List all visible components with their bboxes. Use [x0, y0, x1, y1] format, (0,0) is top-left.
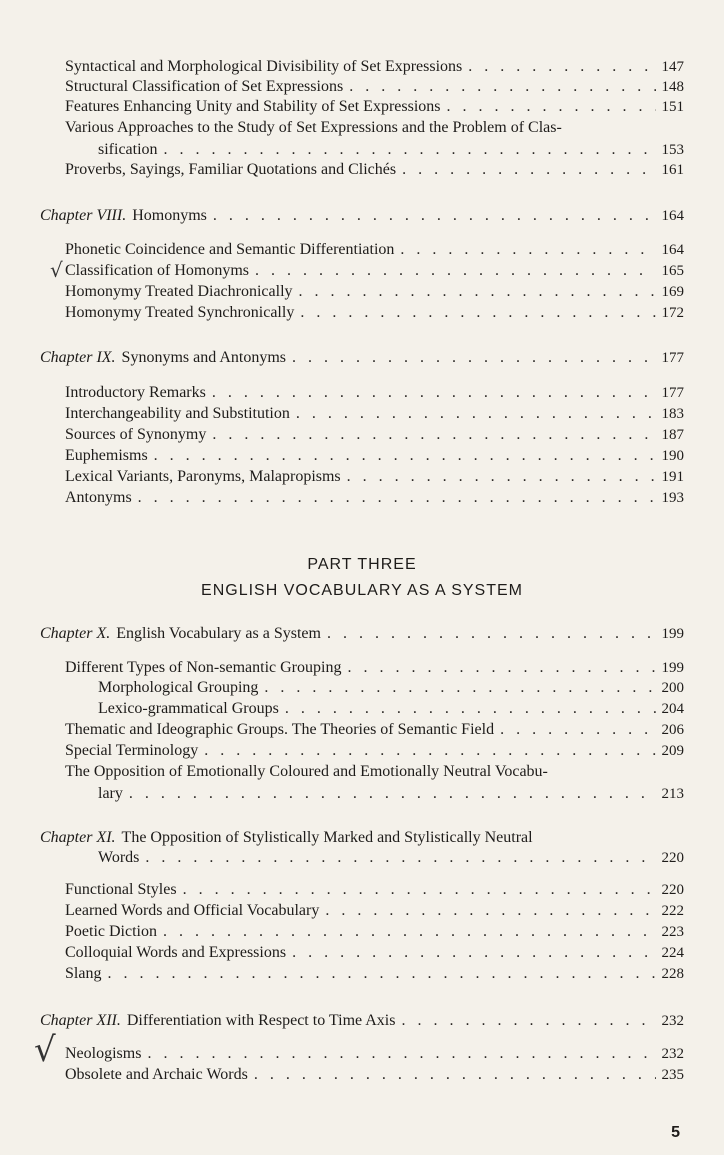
leader-dots [347, 467, 656, 487]
checkmark-icon: √ [50, 258, 63, 282]
leader-dots [296, 404, 656, 424]
leader-dots [212, 425, 655, 445]
leader-dots [164, 140, 656, 160]
toc-entry: Interchangeability and Substitution . . . 183 [65, 404, 684, 424]
checkmark-icon: √ [34, 1030, 56, 1070]
chapter-label: Chapter X. [40, 625, 111, 642]
chapter-label: Chapter XII. [40, 1012, 121, 1029]
leader-dots [147, 1044, 655, 1064]
leader-dots [255, 261, 656, 281]
toc-entry: Lexical Variants, Paronyms, Malapropisms . . . 191 [65, 467, 684, 487]
leader-dots [264, 678, 655, 698]
page-number: 5 [671, 1124, 680, 1141]
toc-entry: Proverbs, Sayings, Familiar Quotations and Clichés . . . 161 [65, 160, 684, 180]
leader-dots [213, 206, 656, 226]
leader-dots [254, 1065, 656, 1085]
toc-entry: Structural Classification of Set Expressions . . . 148 [65, 77, 684, 97]
toc-entry: Introductory Remarks . . . 177 [65, 383, 684, 403]
toc-subentry: Morphological Grouping . . . 200 [98, 678, 684, 698]
part-title: ENGLISH VOCABULARY AS A SYSTEM [201, 582, 523, 599]
leader-dots [468, 57, 655, 77]
leader-dots [327, 624, 656, 644]
leader-dots [145, 848, 655, 868]
leader-dots [401, 1011, 655, 1031]
toc-entry: Euphemisms . . . 190 [65, 446, 684, 466]
leader-dots [347, 658, 655, 678]
toc-entry: Phonetic Coincidence and Semantic Differentiation . . . 164 [65, 240, 684, 260]
toc-entry: Antonyms . . . 193 [65, 488, 684, 508]
toc-entry-line1: The Opposition of Emotionally Coloured and Emotionally Neutral Vocabu- [65, 763, 548, 780]
leader-dots [163, 922, 656, 942]
leader-dots [129, 784, 656, 804]
toc-entry: Neologisms . . . 232 [65, 1044, 684, 1064]
leader-dots [212, 383, 656, 403]
leader-dots [325, 901, 655, 921]
toc-entry: Poetic Diction . . . 223 [65, 922, 684, 942]
chapter-heading-line2: Words . . . 220 [98, 848, 684, 868]
leader-dots [154, 446, 656, 466]
chapter-title: The Opposition of Stylistically Marked and Stylistically Neutral [121, 829, 533, 846]
chapter-title: Homonyms [132, 207, 207, 224]
part-number: PART THREE [307, 556, 417, 573]
leader-dots [299, 282, 656, 302]
leader-dots [292, 943, 655, 963]
chapter-title: English Vocabulary as a System [116, 625, 321, 642]
toc-entry: Colloquial Words and Expressions . . . 224 [65, 943, 684, 963]
leader-dots [447, 97, 656, 117]
toc-entry: Special Terminology . . . 209 [65, 741, 684, 761]
toc-entry: Functional Styles . . . 220 [65, 880, 684, 900]
chapter-title: Synonyms and Antonyms [121, 349, 287, 366]
leader-dots [138, 488, 656, 508]
leader-dots [285, 699, 656, 719]
leader-dots [204, 741, 655, 761]
toc-entry: Sources of Synonymy . . . 187 [65, 425, 684, 445]
toc-entry: Homonymy Treated Diachronically . . . 169 [65, 282, 684, 302]
leader-dots [107, 964, 655, 984]
leader-dots [400, 240, 655, 260]
toc-entry: Slang . . . 228 [65, 964, 684, 984]
chapter-title: Differentiation with Respect to Time Axis [126, 1012, 396, 1029]
toc-entry: Homonymy Treated Synchronically . . . 172 [65, 303, 684, 323]
chapter-label: Chapter IX. [40, 349, 116, 366]
chapter-label: Chapter VIII. [40, 207, 127, 224]
toc-entry: Different Types of Non-semantic Grouping . . . 199 [65, 658, 684, 678]
chapter-heading: Chapter X. English Vocabulary as a System . . . 199 [40, 624, 684, 644]
leader-dots [500, 720, 655, 740]
toc-entry: Features Enhancing Unity and Stability of Set Expressions . . . 151 [65, 97, 684, 117]
leader-dots [300, 303, 655, 323]
toc-entry: Thematic and Ideographic Groups. The Theories of Semantic Field . . . 206 [65, 720, 684, 740]
toc-entry-line2: lary . . . 213 [98, 784, 684, 804]
leader-dots [292, 348, 655, 368]
chapter-heading: Chapter XII. Differentiation with Respect to Time Axis . . . 232 [40, 1011, 684, 1031]
toc-subentry: Lexico-grammatical Groups . . . 204 [98, 699, 684, 719]
toc-entry: Obsolete and Archaic Words . . . 235 [65, 1065, 684, 1085]
toc-entry: Classification of Homonyms . . . 165 [65, 261, 684, 281]
chapter-heading-line1 [40, 828, 684, 848]
toc-entry-line1: Various Approaches to the Study of Set Expressions and the Problem of Clas- [65, 119, 562, 136]
toc-entry: Syntactical and Morphological Divisibility of Set Expressions . . . 147 [65, 57, 684, 77]
leader-dots [402, 160, 655, 180]
chapter-label: Chapter XI. [40, 829, 116, 846]
leader-dots [349, 77, 655, 97]
leader-dots [183, 880, 656, 900]
toc-entry-line2: sification . . . 153 [98, 140, 684, 160]
chapter-heading: Chapter IX. Synonyms and Antonyms . . . 177 [40, 348, 684, 368]
chapter-heading: Chapter VIII. Homonyms . . . 164 [40, 206, 684, 226]
toc-entry: Learned Words and Official Vocabulary . . . 222 [65, 901, 684, 921]
